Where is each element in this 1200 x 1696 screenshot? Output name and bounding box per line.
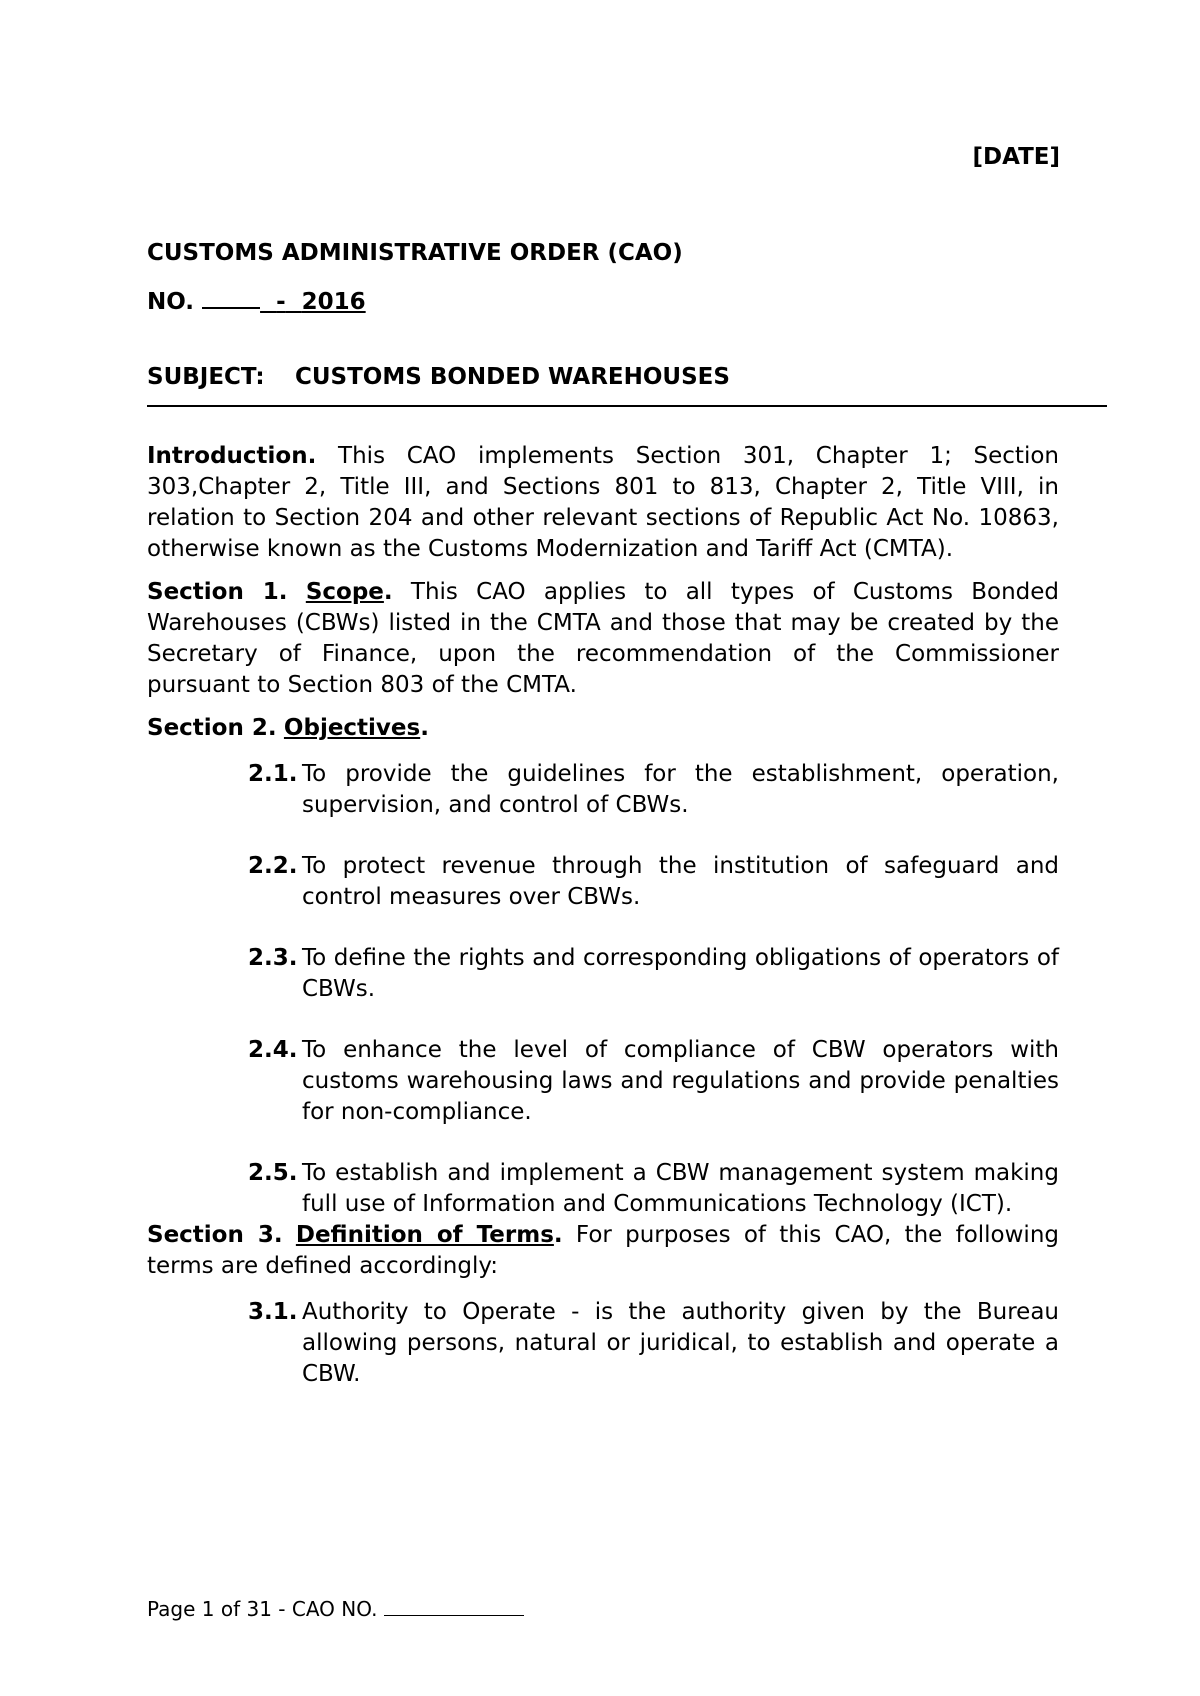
objective-item: [147, 1158, 1059, 1220]
section-2-heading: Objectives: [283, 715, 421, 741]
objective-number: 2.4.: [248, 1037, 298, 1063]
introduction-paragraph: [147, 441, 1059, 565]
section-1-label: Section 1.: [147, 579, 288, 605]
objective-text: To protect revenue through the institution of safeguard and control measures over CBWs.: [302, 853, 1059, 910]
subject-text: CUSTOMS BONDED WAREHOUSES: [295, 364, 730, 390]
objective-number: 2.1.: [248, 761, 298, 787]
section-3-period: .: [553, 1222, 563, 1248]
objective-item: [147, 943, 1059, 1005]
order-number-sep: - 2016: [276, 289, 366, 315]
section-1-paragraph: [147, 577, 1059, 701]
footer-text: Page 1 of 31 - CAO NO.: [147, 1597, 384, 1621]
objective-number: 2.2.: [248, 853, 298, 879]
objective-text: To enhance the level of compliance of CBW operators with customs warehousing laws and regulations and provide penalties for non-compliance.: [302, 1037, 1059, 1125]
section-1-text: This CAO applies to all types of Customs Bonded Warehouses (CBWs) listed in the CMTA and those that may be created by the Secretary of Finance, upon the recommendation of the Commissioner pursuant to Section 803 of the CMTA.: [147, 579, 1059, 698]
section-1-period: .: [383, 579, 393, 605]
footer-cao-blank: [384, 1597, 524, 1616]
objective-number: 2.3.: [248, 945, 298, 971]
objective-item: [147, 851, 1059, 913]
subject-label: SUBJECT:: [147, 364, 265, 390]
section-2-period: .: [420, 715, 429, 741]
order-number: [147, 285, 1059, 318]
date-placeholder: [DATE]: [972, 144, 1060, 170]
section-3-heading: Definition of Terms: [295, 1222, 554, 1248]
document-title: CUSTOMS ADMINISTRATIVE ORDER (CAO): [147, 240, 683, 266]
objective-item: [147, 759, 1059, 821]
definition-item: [147, 1297, 1059, 1390]
objective-text: To provide the guidelines for the establishment, operation, supervision, and control of CBWs.: [302, 761, 1059, 818]
introduction-label: Introduction.: [147, 443, 317, 469]
introduction-text: This CAO implements Section 301, Chapter 1; Section 303,Chapter 2, Title III, and Sections 801 to 813, Chapter 2, Title VIII, in relation to Section 204 and other relevant sections of Republic Act No. 10863, otherwise known as the Customs Modernization and Tariff Act (CMTA).: [147, 443, 1059, 562]
page-footer: [147, 1597, 524, 1621]
section-3-paragraph: [147, 1220, 1059, 1282]
definition-number: 3.1.: [248, 1299, 298, 1325]
section-1-heading: Scope: [305, 579, 384, 605]
definition-text: Authority to Operate - is the authority given by the Bureau allowing persons, natural or juridical, to establish and operate a CBW.: [302, 1299, 1059, 1387]
subject-line: [147, 362, 1059, 393]
objective-text: To define the rights and corresponding obligations of operators of CBWs.: [302, 945, 1059, 1002]
order-number-blank: [202, 285, 260, 309]
subject-divider: [147, 405, 1107, 407]
section-3-text: For purposes of this CAO, the following terms are defined accordingly:: [147, 1222, 1060, 1279]
order-number-year: 2016: [301, 289, 366, 315]
order-number-label: NO.: [147, 289, 195, 315]
objective-item: [147, 1035, 1059, 1128]
section-2-label: Section 2.: [147, 715, 277, 741]
objective-number: 2.5.: [248, 1160, 298, 1186]
section-2-heading-line: [147, 713, 1059, 744]
objective-text: To establish and implement a CBW management system making full use of Information and Communications Technology (ICT).: [302, 1160, 1059, 1217]
section-3-label: Section 3.: [147, 1222, 283, 1248]
document-body: [147, 441, 1059, 1390]
